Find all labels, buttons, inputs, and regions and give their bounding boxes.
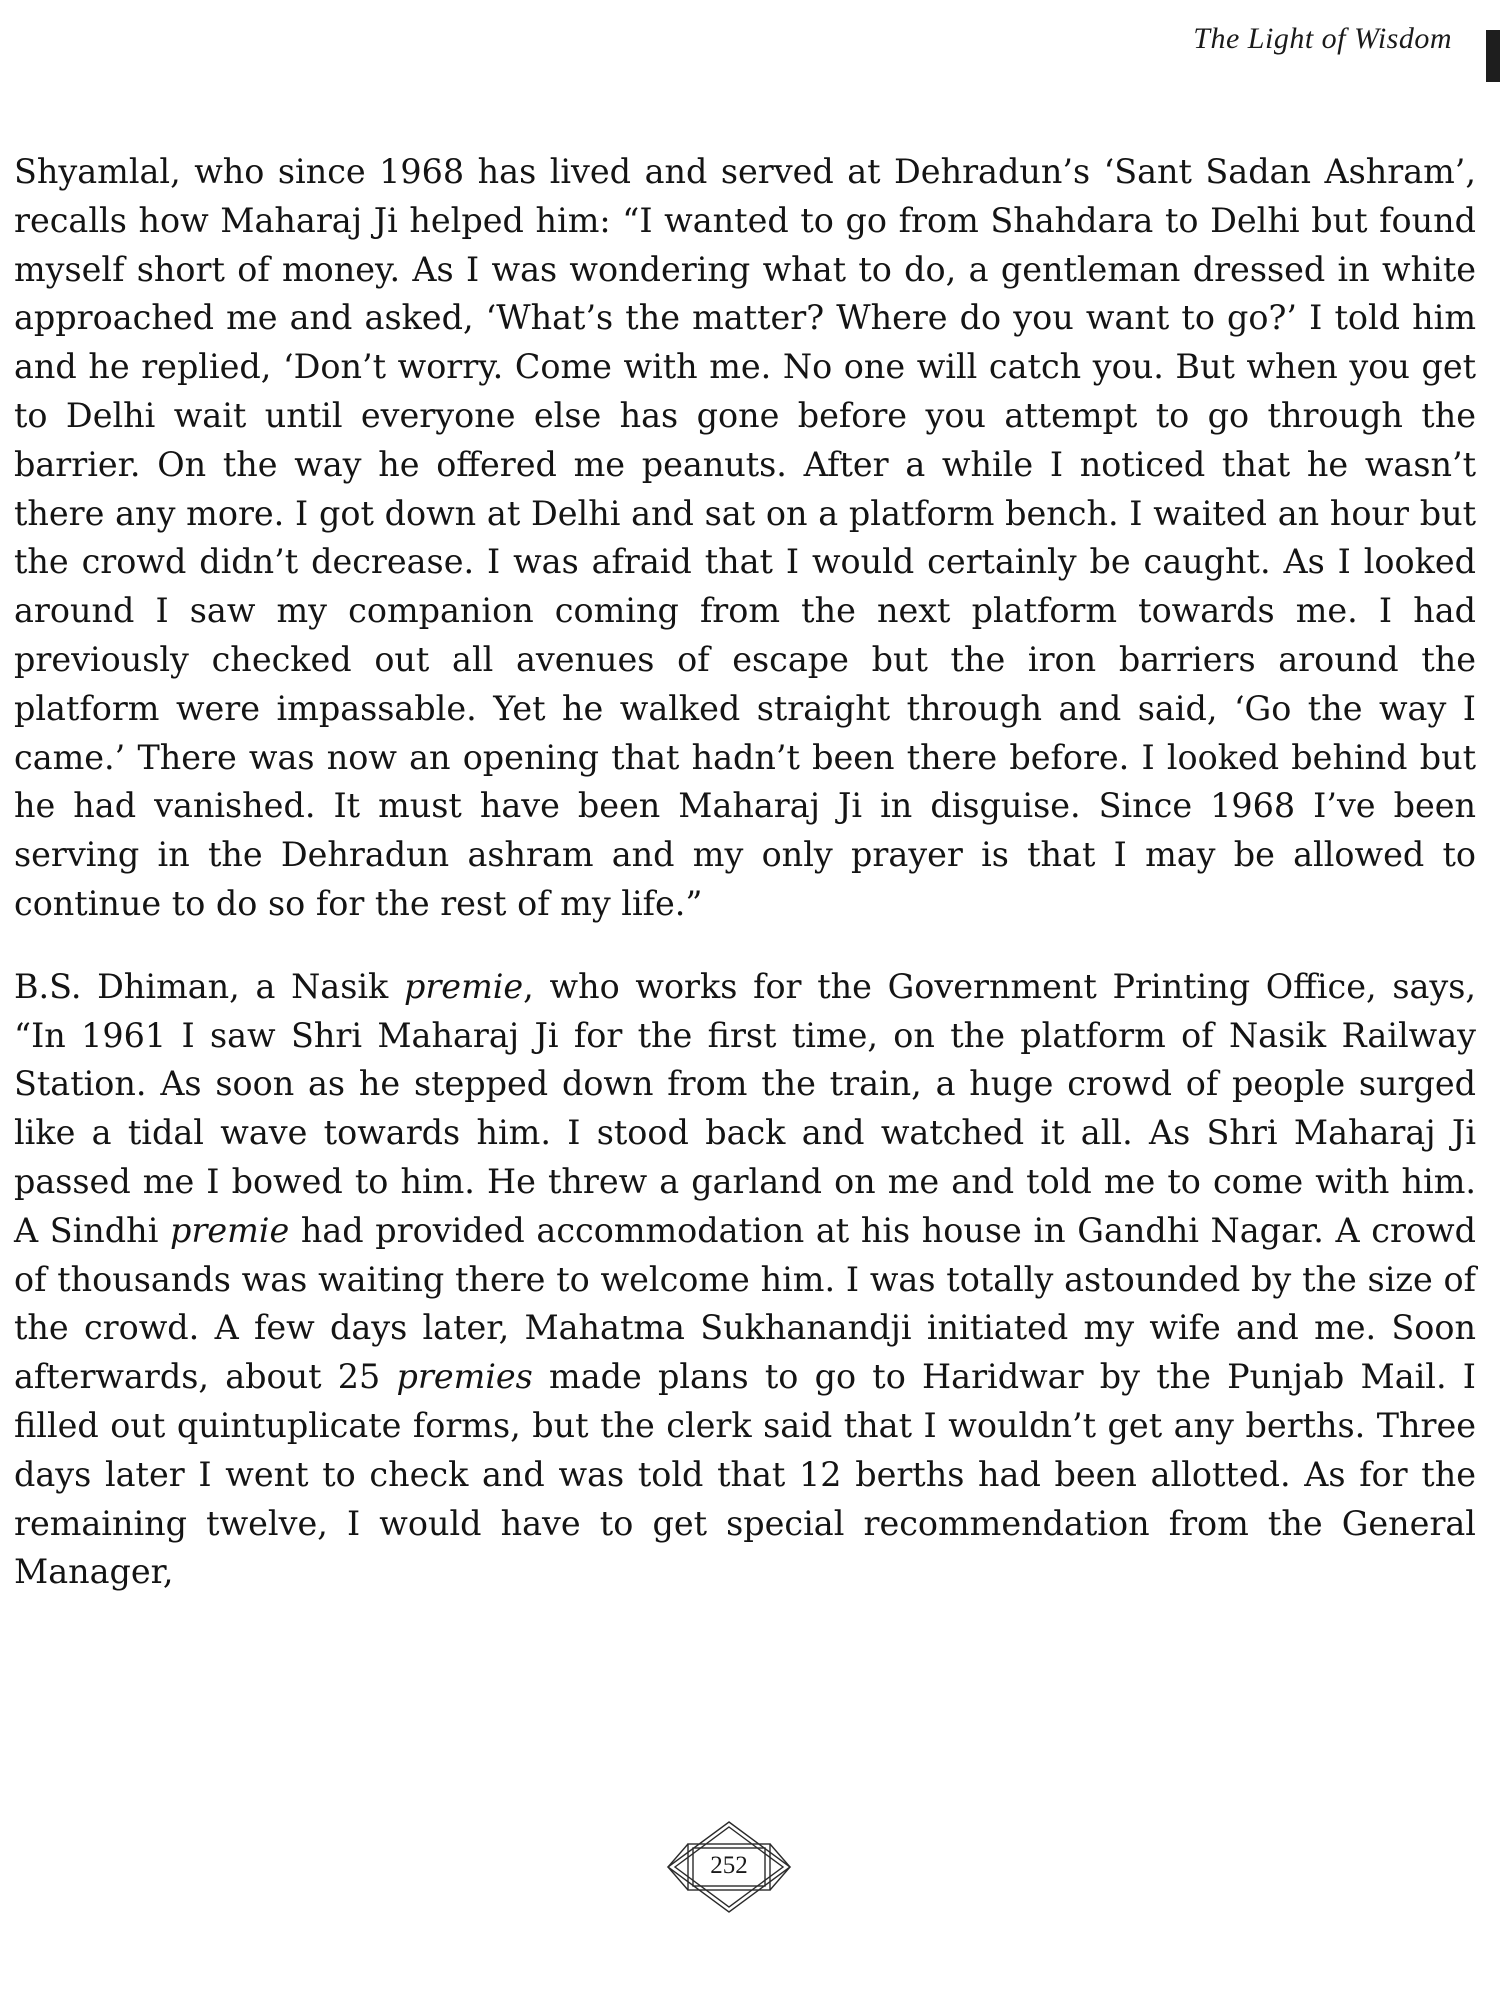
body-text <box>14 148 1476 1597</box>
page-edge-mark <box>1486 30 1500 82</box>
page-number-ornament <box>666 1820 792 1914</box>
italic-term: premie <box>170 1210 290 1250</box>
text-run: , who works for the Government Printing Office, says, “In 1961 I saw Shri Maharaj Ji for the first time, on the platform of Nasik Railway Station. As soon as he stepped down from the train, a huge crowd of people surged like a tidal wave towards him. I stood back and watched it all. As Shri Maharaj Ji passed me I bowed to him. He threw a garland on me and told me to come with him. A Sindhi <box>14 966 1476 1250</box>
page-number: 252 <box>710 1852 748 1879</box>
paragraph <box>14 963 1476 1597</box>
text-run: B.S. Dhiman, a Nasik <box>14 966 404 1006</box>
italic-term: premies <box>396 1357 533 1397</box>
text-run: Shyamlal, who since 1968 has lived and served at Dehradun’s ‘Sant Sadan Ashram’, recalls how Maharaj Ji helped him: “I wanted to go from Shahdara to Delhi but found myself short of money. As I was wondering what to do, a gentleman dressed in white approached me and asked, ‘What’s the matter? Where do you want to go?’ I told him and he replied, ‘Don’t worry. Come with me. No one will catch you. But when you get to Delhi wait until everyone else has gone before you attempt to go through the barrier. On the way he offered me peanuts. After a while I noticed that he wasn’t there any more. I got down at Delhi and sat on a platform bench. I waited an hour but the crowd didn’t decrease. I was afraid that I would certainly be caught. As I looked around I saw my companion coming from the next platform towards me. I had previously checked out all avenues of escape but the iron barriers around the platform were impassable. Yet he walked straight through and said, ‘Go the way I came.’ There was now an opening that hadn’t been there before. I looked behind but he had vanished. It must have been Maharaj Ji in disguise. Since 1968 I’ve been serving in the Dehradun ashram and my only prayer is that I may be allowed to continue to do so for the rest of my life.” <box>14 152 1476 923</box>
text-run: made plans to go to Haridwar by the Punjab Mail. I filled out quintuplicate forms, but the clerk said that I wouldn’t get any berths. Three days later I went to check and was told that 12 berths had been allotted. As for the remaining twelve, I would have to get special recommendation from the General Manager, <box>14 1357 1476 1592</box>
italic-term: premie <box>403 966 524 1006</box>
paragraph <box>14 148 1476 929</box>
text-run: had provided accommodation at his house in Gandhi Nagar. A crowd of thousands was waiting there to welcome him. I was totally astounded by the size of the crowd. A few days later, Mahatma Sukhanandji initiated my wife and me. Soon afterwards, about 25 <box>14 1210 1476 1397</box>
running-head: The Light of Wisdom <box>1193 22 1452 55</box>
